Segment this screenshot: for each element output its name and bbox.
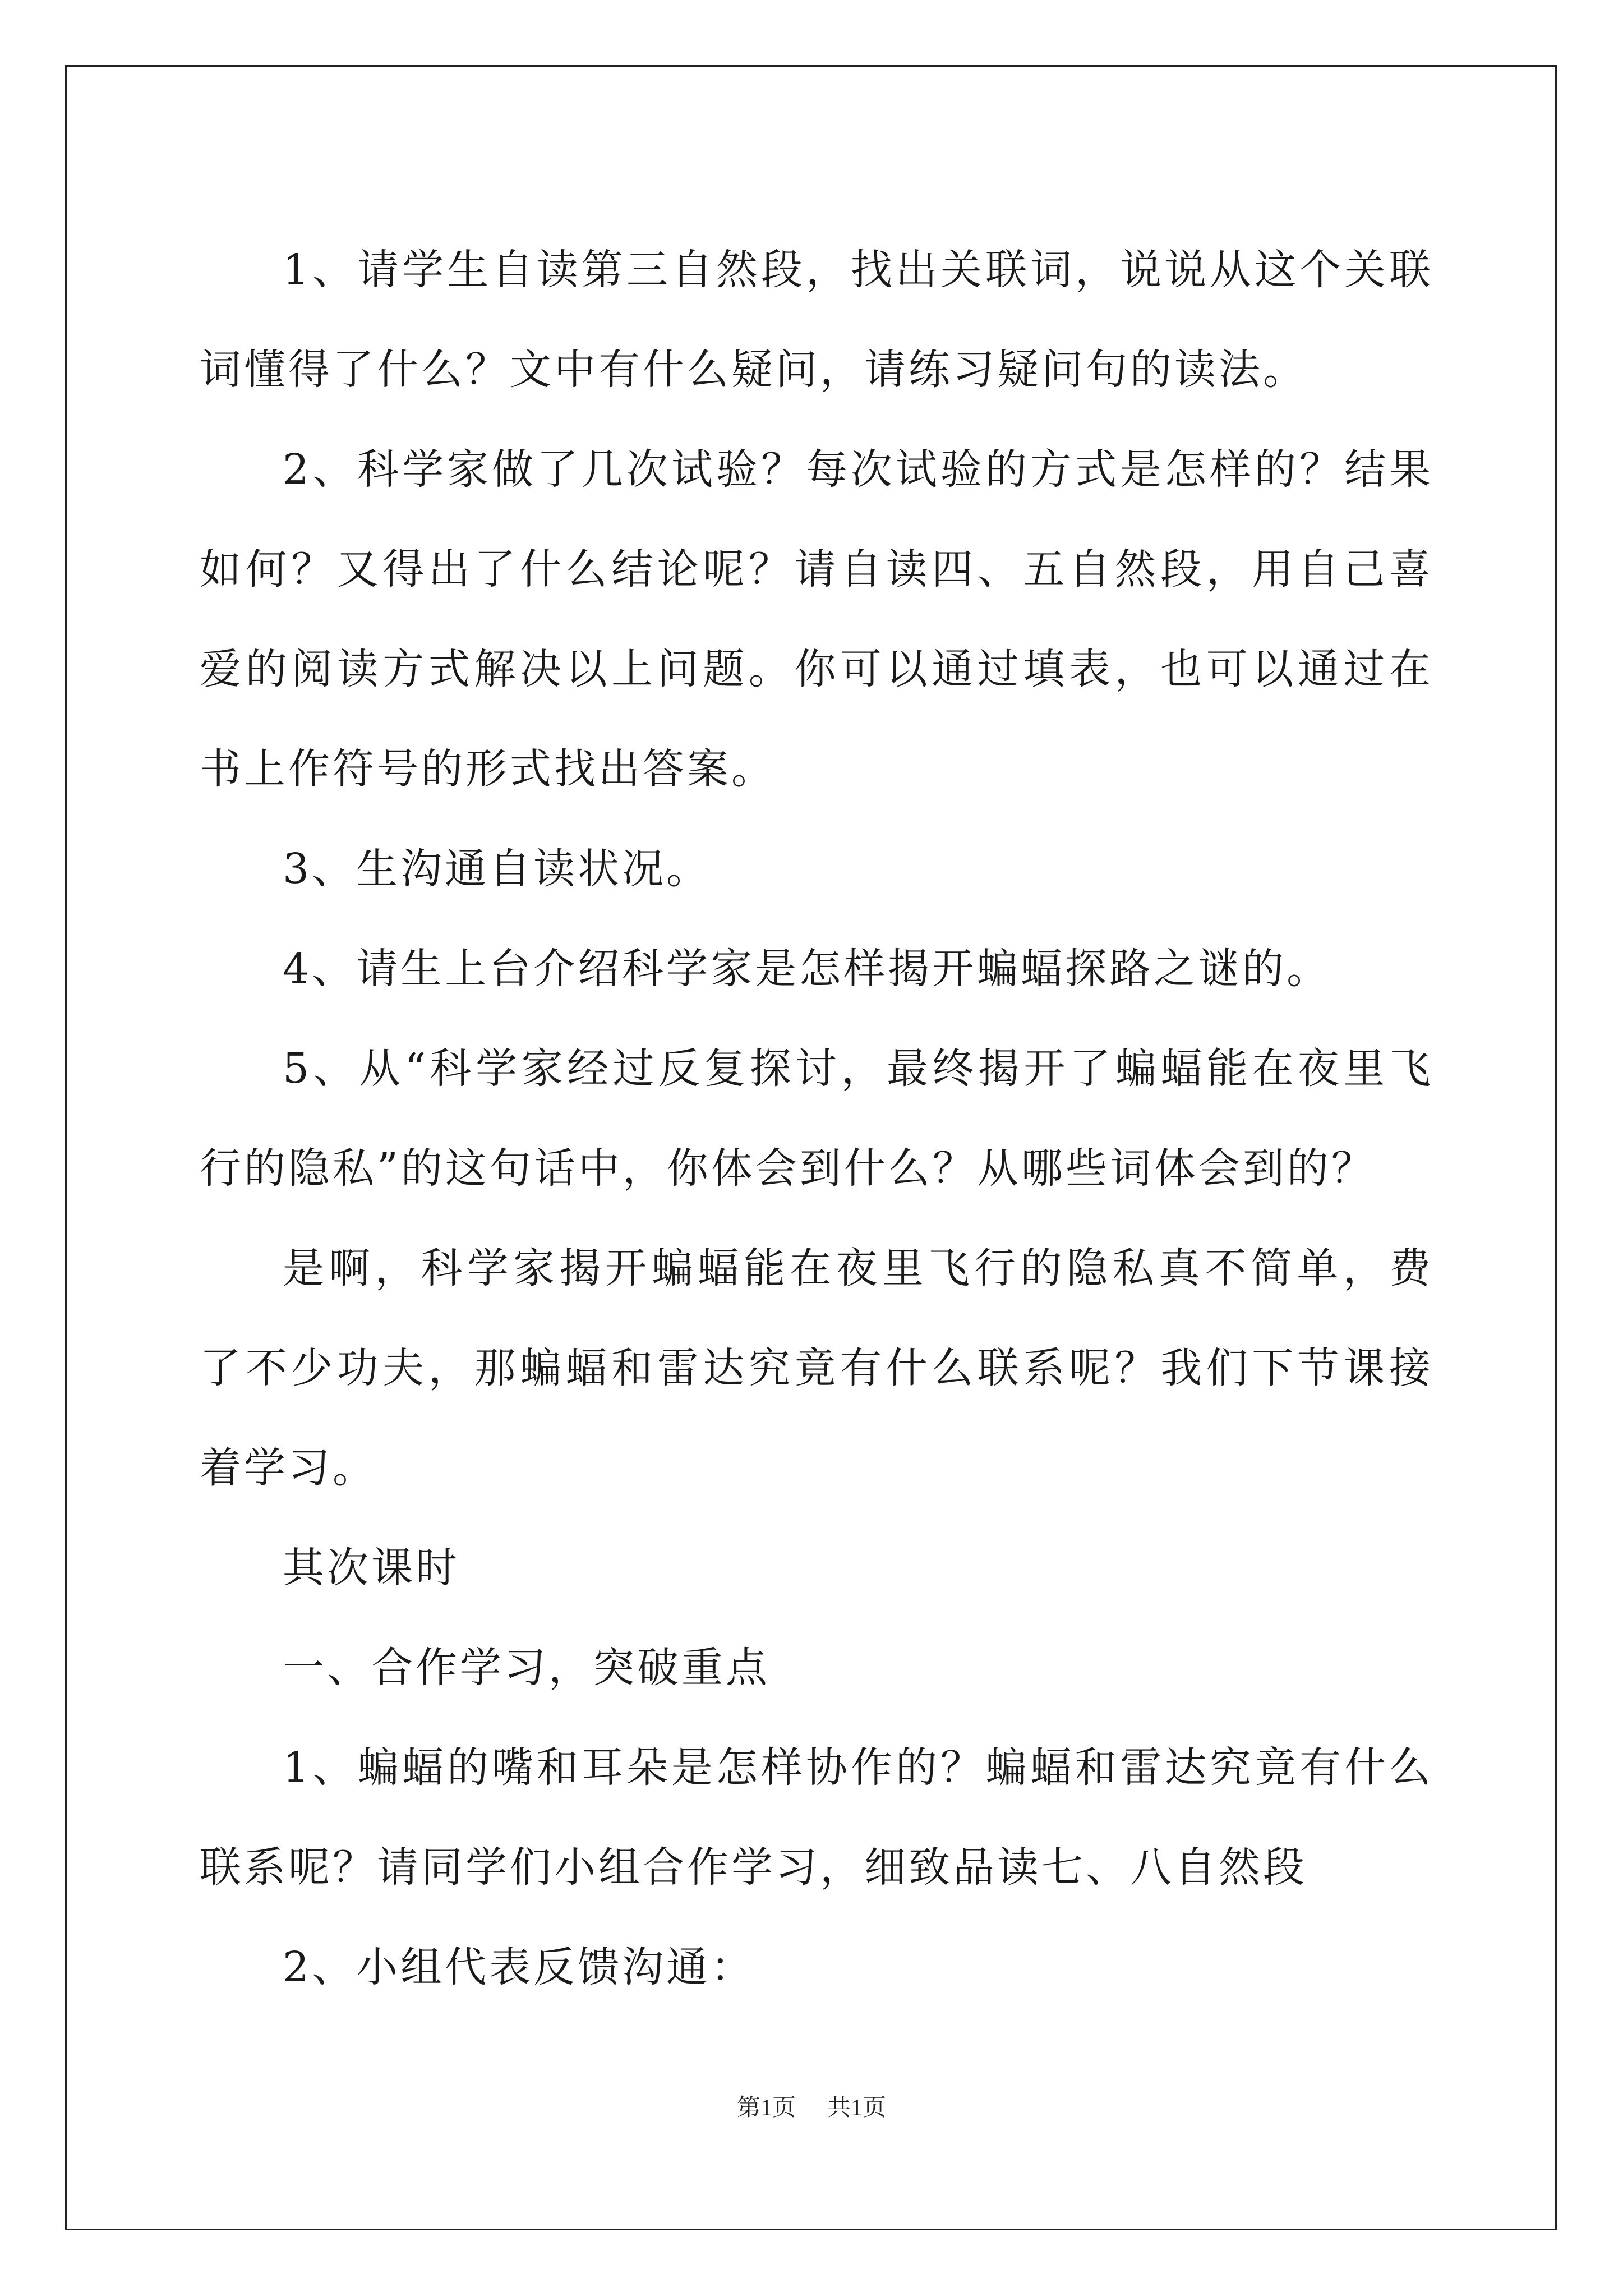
- paragraph-8: 2、小组代表反馈沟通：: [283, 1943, 755, 1991]
- paragraph-3: 3、生沟通自读状况。: [283, 845, 711, 893]
- paragraph-7: 1、蝙蝠的嘴和耳朵是怎样协作的？蝙蝠和雷达究竟有什么联系呢？请同学们小组合作学习，细致品读七、八自然段: [200, 1743, 1433, 1892]
- page-number-total: 共1页: [827, 2095, 887, 2121]
- document-body: [200, 220, 1433, 2017]
- paragraph-1: 1、请学生自读第三自然段，找出关联词，说说从这个关联词懂得了什么？文中有什么疑问，请练习疑问句的读法。: [200, 246, 1433, 394]
- section-heading-cooperative-learning: 一、合作学习，突破重点: [283, 1644, 770, 1692]
- section-heading-lesson-2: 其次课时: [283, 1544, 460, 1592]
- paragraph-4: 4、请生上台介绍科学家是怎样揭开蝙蝠探路之谜的。: [283, 945, 1331, 993]
- page-number-current: 第1页: [736, 2095, 796, 2121]
- paragraph-2: 2、科学家做了几次试验？每次试验的方式是怎样的？结果如何？又得出了什么结论呢？请自读四、五自然段，用自己喜爱的阅读方式解决以上问题。你可以通过填表，也可以通过在书上作符号的形式找出答案。: [200, 445, 1433, 793]
- paragraph-6: 是啊，科学家揭开蝙蝠能在夜里飞行的隐私真不简单，费了不少功夫，那蝙蝠和雷达究竟有什么联系呢？我们下节课接着学习。: [200, 1244, 1433, 1492]
- page-footer: [0, 2091, 1623, 2125]
- paragraph-5: 5、从“科学家经过反复探讨，最终揭开了蝙蝠能在夜里飞行的隐私”的这句话中，你体会到什么？从哪些词体会到的？: [200, 1045, 1433, 1193]
